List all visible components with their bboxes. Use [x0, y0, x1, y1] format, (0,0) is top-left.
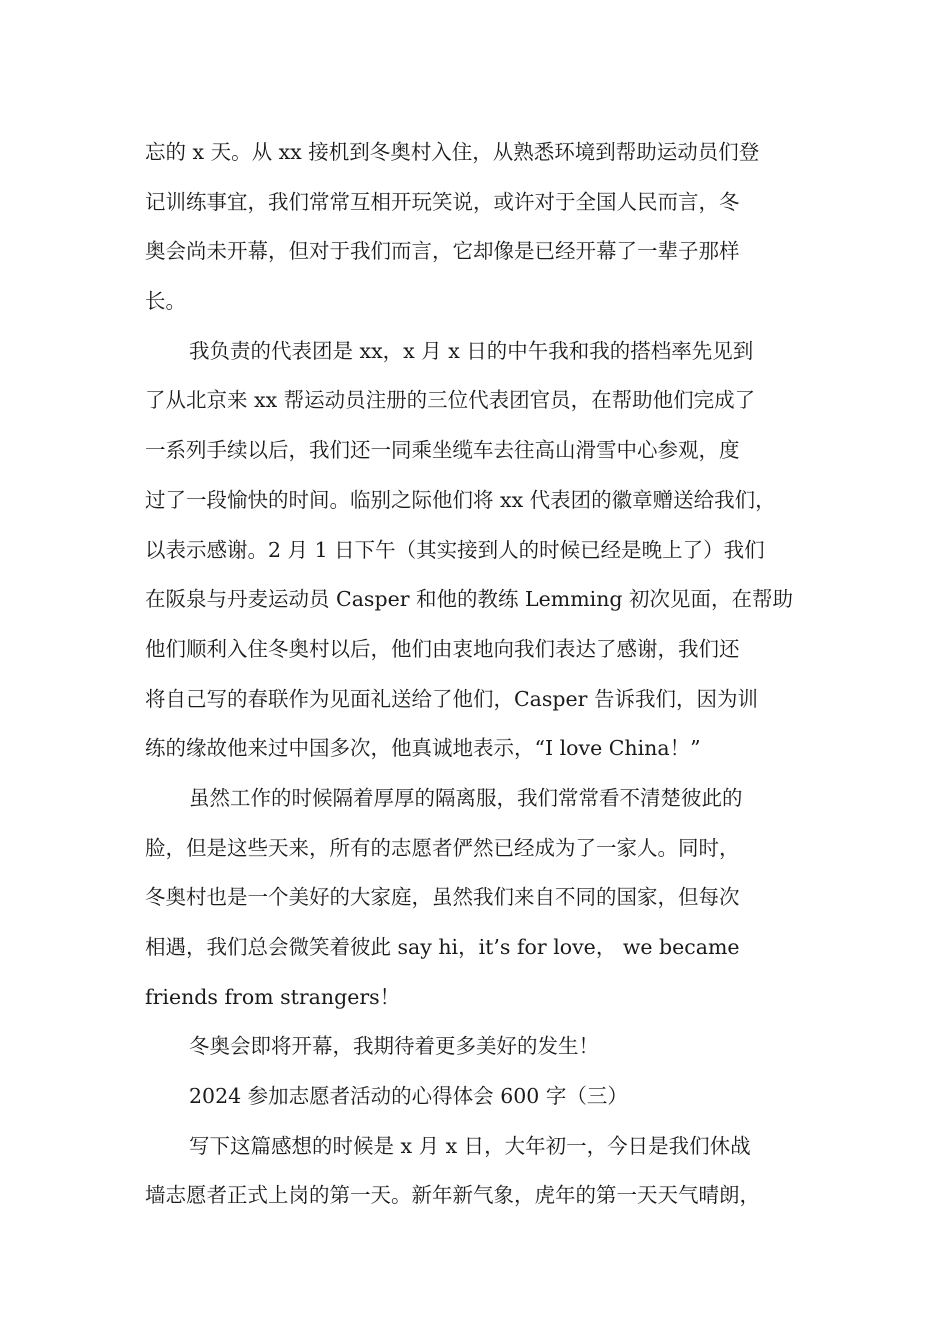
text-line: 了从北京来 xx 帮运动员注册的三位代表团官员，在帮助他们完成了 — [145, 388, 756, 413]
text-line: 相遇，我们总会微笑着彼此 say hi，it’s for love， we became — [145, 935, 740, 959]
text-line: 将自己写的春联作为见面礼送给了他们，Casper 告诉我们，因为训 — [145, 686, 758, 711]
text-line: 在阪泉与丹麦运动员 Casper 和他的教练 Lemming 初次见面，在帮助 — [145, 587, 794, 612]
text-line: 奥会尚未开幕，但对于我们而言，它却像是已经开幕了一辈子那样 — [145, 239, 740, 264]
text-line: 墙志愿者正式上岗的第一天。新年新气象，虎年的第一天天气晴朗， — [145, 1183, 760, 1208]
text-line: 忘的 x 天。从 xx 接机到冬奥村入住，从熟悉环境到帮助运动员们登 — [145, 140, 760, 164]
text-line: 练的缘故他来过中国多次，他真诚地表示，“I love China！” — [145, 736, 701, 761]
text-line: 过了一段愉快的时间。临别之际他们将 xx 代表团的徽章赠送给我们， — [145, 487, 776, 512]
text-line: 脸，但是这些天来，所有的志愿者俨然已经成为了一家人。同时， — [145, 835, 740, 860]
text-line: friends from strangers！ — [145, 984, 401, 1009]
text-line: 我负责的代表团是 xx，x 月 x 日的中午我和我的搭档率先见到 — [189, 338, 754, 363]
text-line: 记训练事宜，我们常常互相开玩笑说，或许对于全国人民而言，冬 — [145, 189, 740, 214]
section-heading: 2024 参加志愿者活动的心得体会 600 字（三） — [189, 1084, 628, 1109]
text-line: 冬奥村也是一个美好的大家庭，虽然我们来自不同的国家，但每次 — [145, 885, 740, 910]
text-line: 一系列手续以后，我们还一同乘坐缆车去往高山滑雪中心参观，度 — [145, 438, 740, 463]
text-line: 写下这篇感想的时候是 x 月 x 日，大年初一，今日是我们休战 — [189, 1133, 751, 1158]
text-line: 他们顺利入住冬奥村以后，他们由衷地向我们表达了感谢，我们还 — [145, 636, 740, 661]
text-line: 虽然工作的时候隔着厚厚的隔离服，我们常常看不清楚彼此的 — [189, 785, 743, 810]
document-body — [145, 128, 825, 1221]
text-line: 长。 — [145, 289, 186, 314]
text-line: 冬奥会即将开幕，我期待着更多美好的发生！ — [189, 1034, 599, 1059]
text-line: 以表示感谢。2 月 1 日下午（其实接到人的时候已经是晚上了）我们 — [145, 537, 765, 562]
